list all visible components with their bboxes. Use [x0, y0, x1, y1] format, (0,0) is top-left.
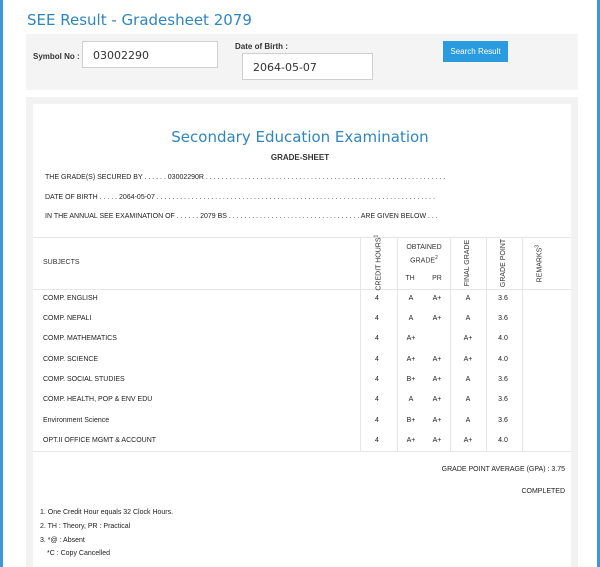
theory-grade: B+ [406, 376, 416, 383]
header-subjects: SUBJECTS [43, 259, 80, 266]
final-grade: A [465, 417, 471, 424]
header-remarks-sup: 3 [534, 244, 541, 248]
footnote: 2. TH : Theory, PR : Practical [40, 523, 131, 530]
grade-point: 4.0 [498, 437, 508, 444]
theory-grade: A+ [406, 356, 416, 363]
header-obtained-grade [398, 243, 450, 266]
subject-name: Environment Science [43, 417, 110, 424]
credit-hour: 4 [375, 396, 379, 403]
exam-title: Secondary Education Examination [171, 128, 429, 146]
header-final-grade: FINAL GRADE [464, 239, 471, 287]
credit-hour: 4 [375, 376, 379, 383]
practical-grade: A+ [432, 315, 442, 322]
subject-name: COMP. HEALTH, POP & ENV EDU [43, 396, 153, 403]
gpa-line: GRADE POINT AVERAGE (GPA) : 3.75 [441, 466, 565, 473]
header-grade-point: GRADE POINT [500, 238, 507, 288]
subject-name: COMP. ENGLISH [43, 295, 98, 302]
final-grade: A [465, 315, 471, 322]
table-bottom-rule [33, 451, 571, 452]
theory-grade: A+ [406, 335, 416, 342]
header-credit-sup: 1 [373, 234, 380, 238]
grade-point: 3.6 [498, 295, 508, 302]
footnote: 3. *@ : Absent [40, 537, 85, 544]
practical-grade: A+ [432, 295, 442, 302]
gradesheet-title: GRADE-SHEET [270, 153, 330, 162]
credit-hour: 4 [375, 356, 379, 363]
page-title: SEE Result - Gradesheet 2079 [27, 11, 252, 29]
left-accent-bar [0, 0, 3, 567]
symbol-label: Symbol No : [33, 52, 80, 61]
subject-name: COMP. MATHEMATICS [43, 335, 117, 342]
subject-name: COMP. SOCIAL STUDIES [43, 376, 125, 383]
header-th: TH [405, 275, 415, 282]
practical-grade: A+ [432, 417, 442, 424]
grade-point: 4.0 [498, 335, 508, 342]
column-divider [486, 237, 487, 451]
subject-name: OPT.II OFFICE MGMT & ACCOUNT [43, 437, 157, 444]
subject-name: COMP. SCIENCE [43, 356, 99, 363]
header-remarks-text: REMARKS [536, 247, 544, 283]
final-grade: A [465, 295, 471, 302]
header-obtained-sup: 2 [435, 255, 438, 261]
grade-point: 3.6 [498, 417, 508, 424]
table-top-rule [33, 234, 571, 238]
symbol-input[interactable]: 03002290 [82, 41, 218, 68]
theory-grade: A+ [406, 437, 416, 444]
result-status: COMPLETED [521, 488, 565, 495]
grade-point: 4.0 [498, 356, 508, 363]
practical-grade: A+ [432, 376, 442, 383]
theory-grade: A [408, 396, 414, 403]
grade-point: 3.6 [498, 376, 508, 383]
footnote: *C : Copy Cancelled [47, 550, 111, 557]
practical-grade: A+ [432, 437, 442, 444]
footnote: 1. One Credit Hour equals 32 Clock Hours. [40, 509, 174, 516]
header-credit-hours-text: CREDIT HOURS [375, 237, 383, 291]
header-credit-hours [372, 231, 383, 295]
theory-grade: A [408, 295, 414, 302]
column-divider [397, 237, 398, 451]
subject-name: COMP. NEPALI [43, 315, 92, 322]
column-divider [450, 237, 451, 451]
dob-line: DATE OF BIRTH . . . . . 2064-05-07 . . . . . . . . . . . . . . . . . . . . . . . . . . . . . . . . . . . . . . . . . . . . . . . . . . . . . . . . . . . . . . . . . . . . . . . . [45, 194, 435, 201]
dob-label: Date of Birth : [235, 42, 288, 51]
table-header-rule [33, 289, 571, 290]
dob-input[interactable]: 2064-05-07 [242, 53, 373, 80]
credit-hour: 4 [375, 335, 379, 342]
practical-grade: A+ [432, 396, 442, 403]
grade-point: 3.6 [498, 396, 508, 403]
column-divider [360, 237, 361, 451]
credit-hour: 4 [375, 315, 379, 322]
header-pr: PR [432, 275, 442, 282]
secured-by-line: THE GRADE(S) SECURED BY . . . . . . 03002290R . . . . . . . . . . . . . . . . . . . . . . . . . . . . . . . . . . . . . . . . . . . . . . . . . . . . . . . . . . . . . . [45, 174, 446, 181]
grade-point: 3.6 [498, 315, 508, 322]
final-grade: A+ [463, 356, 473, 363]
credit-hour: 4 [375, 417, 379, 424]
search-result-button[interactable]: Search Result [443, 41, 508, 62]
theory-grade: A [408, 315, 414, 322]
exam-line: IN THE ANNUAL SEE EXAMINATION OF . . . . . . 2079 BS . . . . . . . . . . . . . . . . . . . . . . . . . . . . . . . . . . ARE GIVEN BELOW . . . [45, 213, 438, 220]
final-grade: A+ [463, 335, 473, 342]
theory-grade: B+ [406, 417, 416, 424]
final-grade: A+ [463, 437, 473, 444]
final-grade: A [465, 376, 471, 383]
credit-hour: 4 [375, 437, 379, 444]
credit-hour: 4 [375, 295, 379, 302]
final-grade: A [465, 396, 471, 403]
header-obtained-grade-text: OBTAINED GRADE [406, 244, 442, 265]
header-remarks [533, 232, 544, 296]
column-divider [522, 237, 523, 451]
practical-grade: A+ [432, 356, 442, 363]
